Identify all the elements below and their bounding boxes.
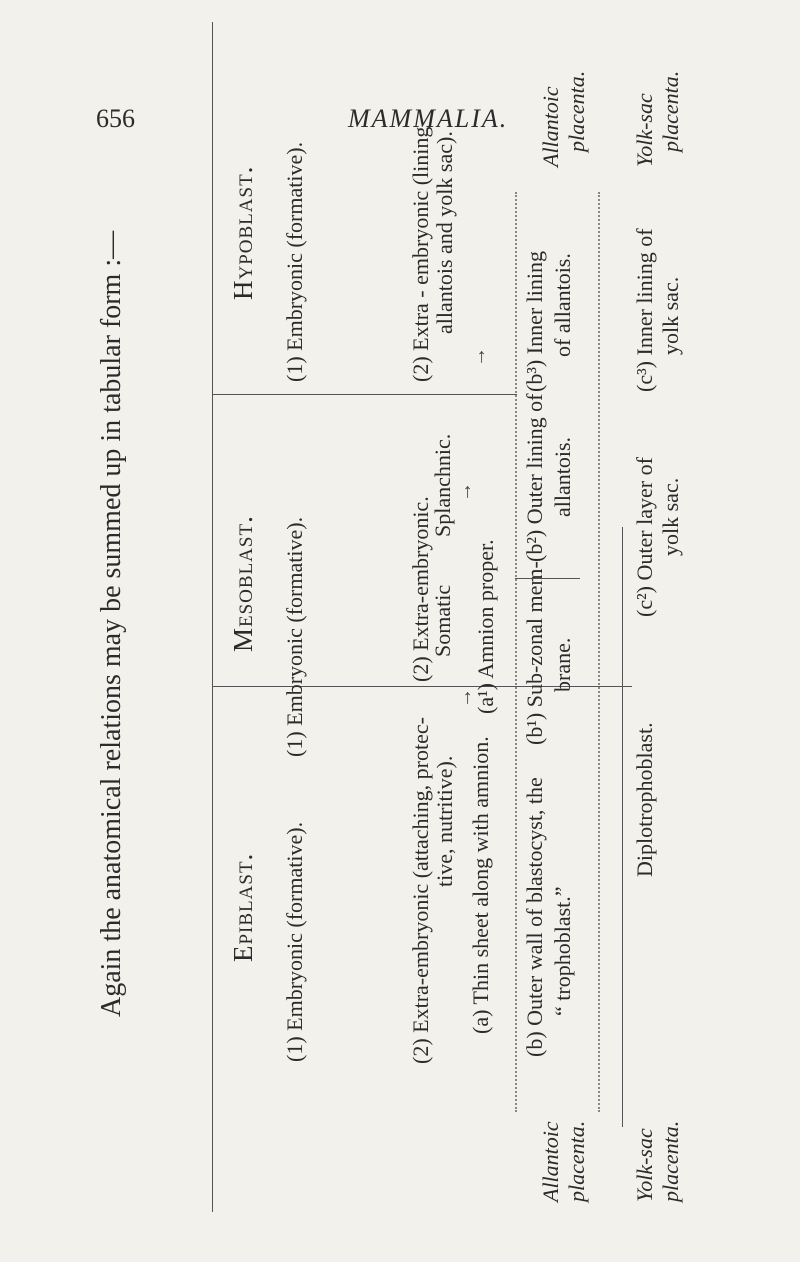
allantoic-placenta-left-2: placenta. [564, 1120, 589, 1202]
allantoic-box-bottom [598, 192, 600, 1112]
hypoblast-row2-line1: (2) Extra - embryonic (lining [408, 126, 433, 382]
mesoblast-row2: (2) Extra-embryonic. [408, 496, 433, 682]
epiblast-header: Epiblast. [228, 852, 258, 962]
allantoic-placenta-right-1: Allantoic [538, 86, 563, 167]
hypoblast-row2-line2: allantois and yolk sac). [432, 131, 457, 334]
arrow-somatic: → [454, 688, 476, 708]
epiblast-row1: (1) Embryonic (formative). [282, 821, 307, 1062]
epiblast-row2-line1: (2) Extra-embryonic (attaching, protec- [408, 717, 433, 1064]
mesoblast-row5-line2: yolk sac. [658, 477, 683, 556]
mesoblast-row4a-line1: (b¹) Sub-zonal mem- [522, 561, 547, 745]
allantoic-placenta-left-1: Allantoic [538, 1121, 563, 1202]
mesoblast-header: Mesoblast. [228, 515, 258, 652]
arrow-splanchnic: → [454, 482, 476, 502]
hypoblast-row1: (1) Embryonic (formative). [282, 141, 307, 382]
separator-b1-b2 [515, 578, 580, 579]
running-title: MAMMALIA. [348, 104, 509, 133]
yolk-sac-placenta-right-1: Yolk-sac [632, 93, 657, 167]
yolk-sac-placenta-left-2: placenta. [658, 1120, 683, 1202]
table-top-rule [212, 22, 213, 1212]
intro-text: Again the anatomical relations may be summed up in tabular form :— [96, 230, 127, 1017]
arrow-hypoblast: → [468, 347, 490, 367]
mesoblast-row4b-line2: allantois. [550, 436, 575, 517]
hypoblast-row5-line2: yolk sac. [658, 276, 683, 355]
mesoblast-row4b-line1: (b²) Outer lining of [522, 393, 547, 562]
allantoic-box-top [515, 192, 517, 1112]
mesoblast-row5-line1: (c²) Outer layer of [632, 457, 657, 617]
epiblast-row3: (a) Thin sheet along with amnion. [468, 736, 493, 1034]
diplotrophoblast-label: Diplotrophoblast. [632, 722, 657, 877]
page-number: 656 [96, 104, 135, 133]
hypoblast-row4-line2: of allantois. [550, 253, 575, 357]
epiblast-row4-line2: “ trophoblast.” [550, 886, 575, 1016]
hypoblast-row5-line1: (c³) Inner lining of [632, 228, 657, 392]
allantoic-placenta-right-2: placenta. [564, 70, 589, 152]
hypoblast-row4-line1: (b³) Inner lining [522, 250, 547, 392]
separator-meso-hypo [212, 394, 517, 395]
yolk-sac-placenta-left-1: Yolk-sac [632, 1128, 657, 1202]
epiblast-row4-line1: (b) Outer wall of blastocyst, the [522, 777, 547, 1057]
mesoblast-row1: (1) Embryonic (formative). [282, 516, 307, 757]
diplotrophoblast-bracket [622, 527, 623, 1127]
yolk-sac-placenta-right-2: placenta. [658, 70, 683, 152]
hypoblast-header: Hypoblast. [228, 165, 258, 300]
mesoblast-row4a-line2: brane. [550, 637, 575, 692]
epiblast-row2-line2: tive, nutritive). [432, 755, 457, 887]
mesoblast-splanchnic: Splanchnic. [430, 433, 455, 537]
mesoblast-somatic: Somatic [430, 584, 455, 657]
mesoblast-row3: (a¹) Amnion proper. [473, 539, 498, 714]
